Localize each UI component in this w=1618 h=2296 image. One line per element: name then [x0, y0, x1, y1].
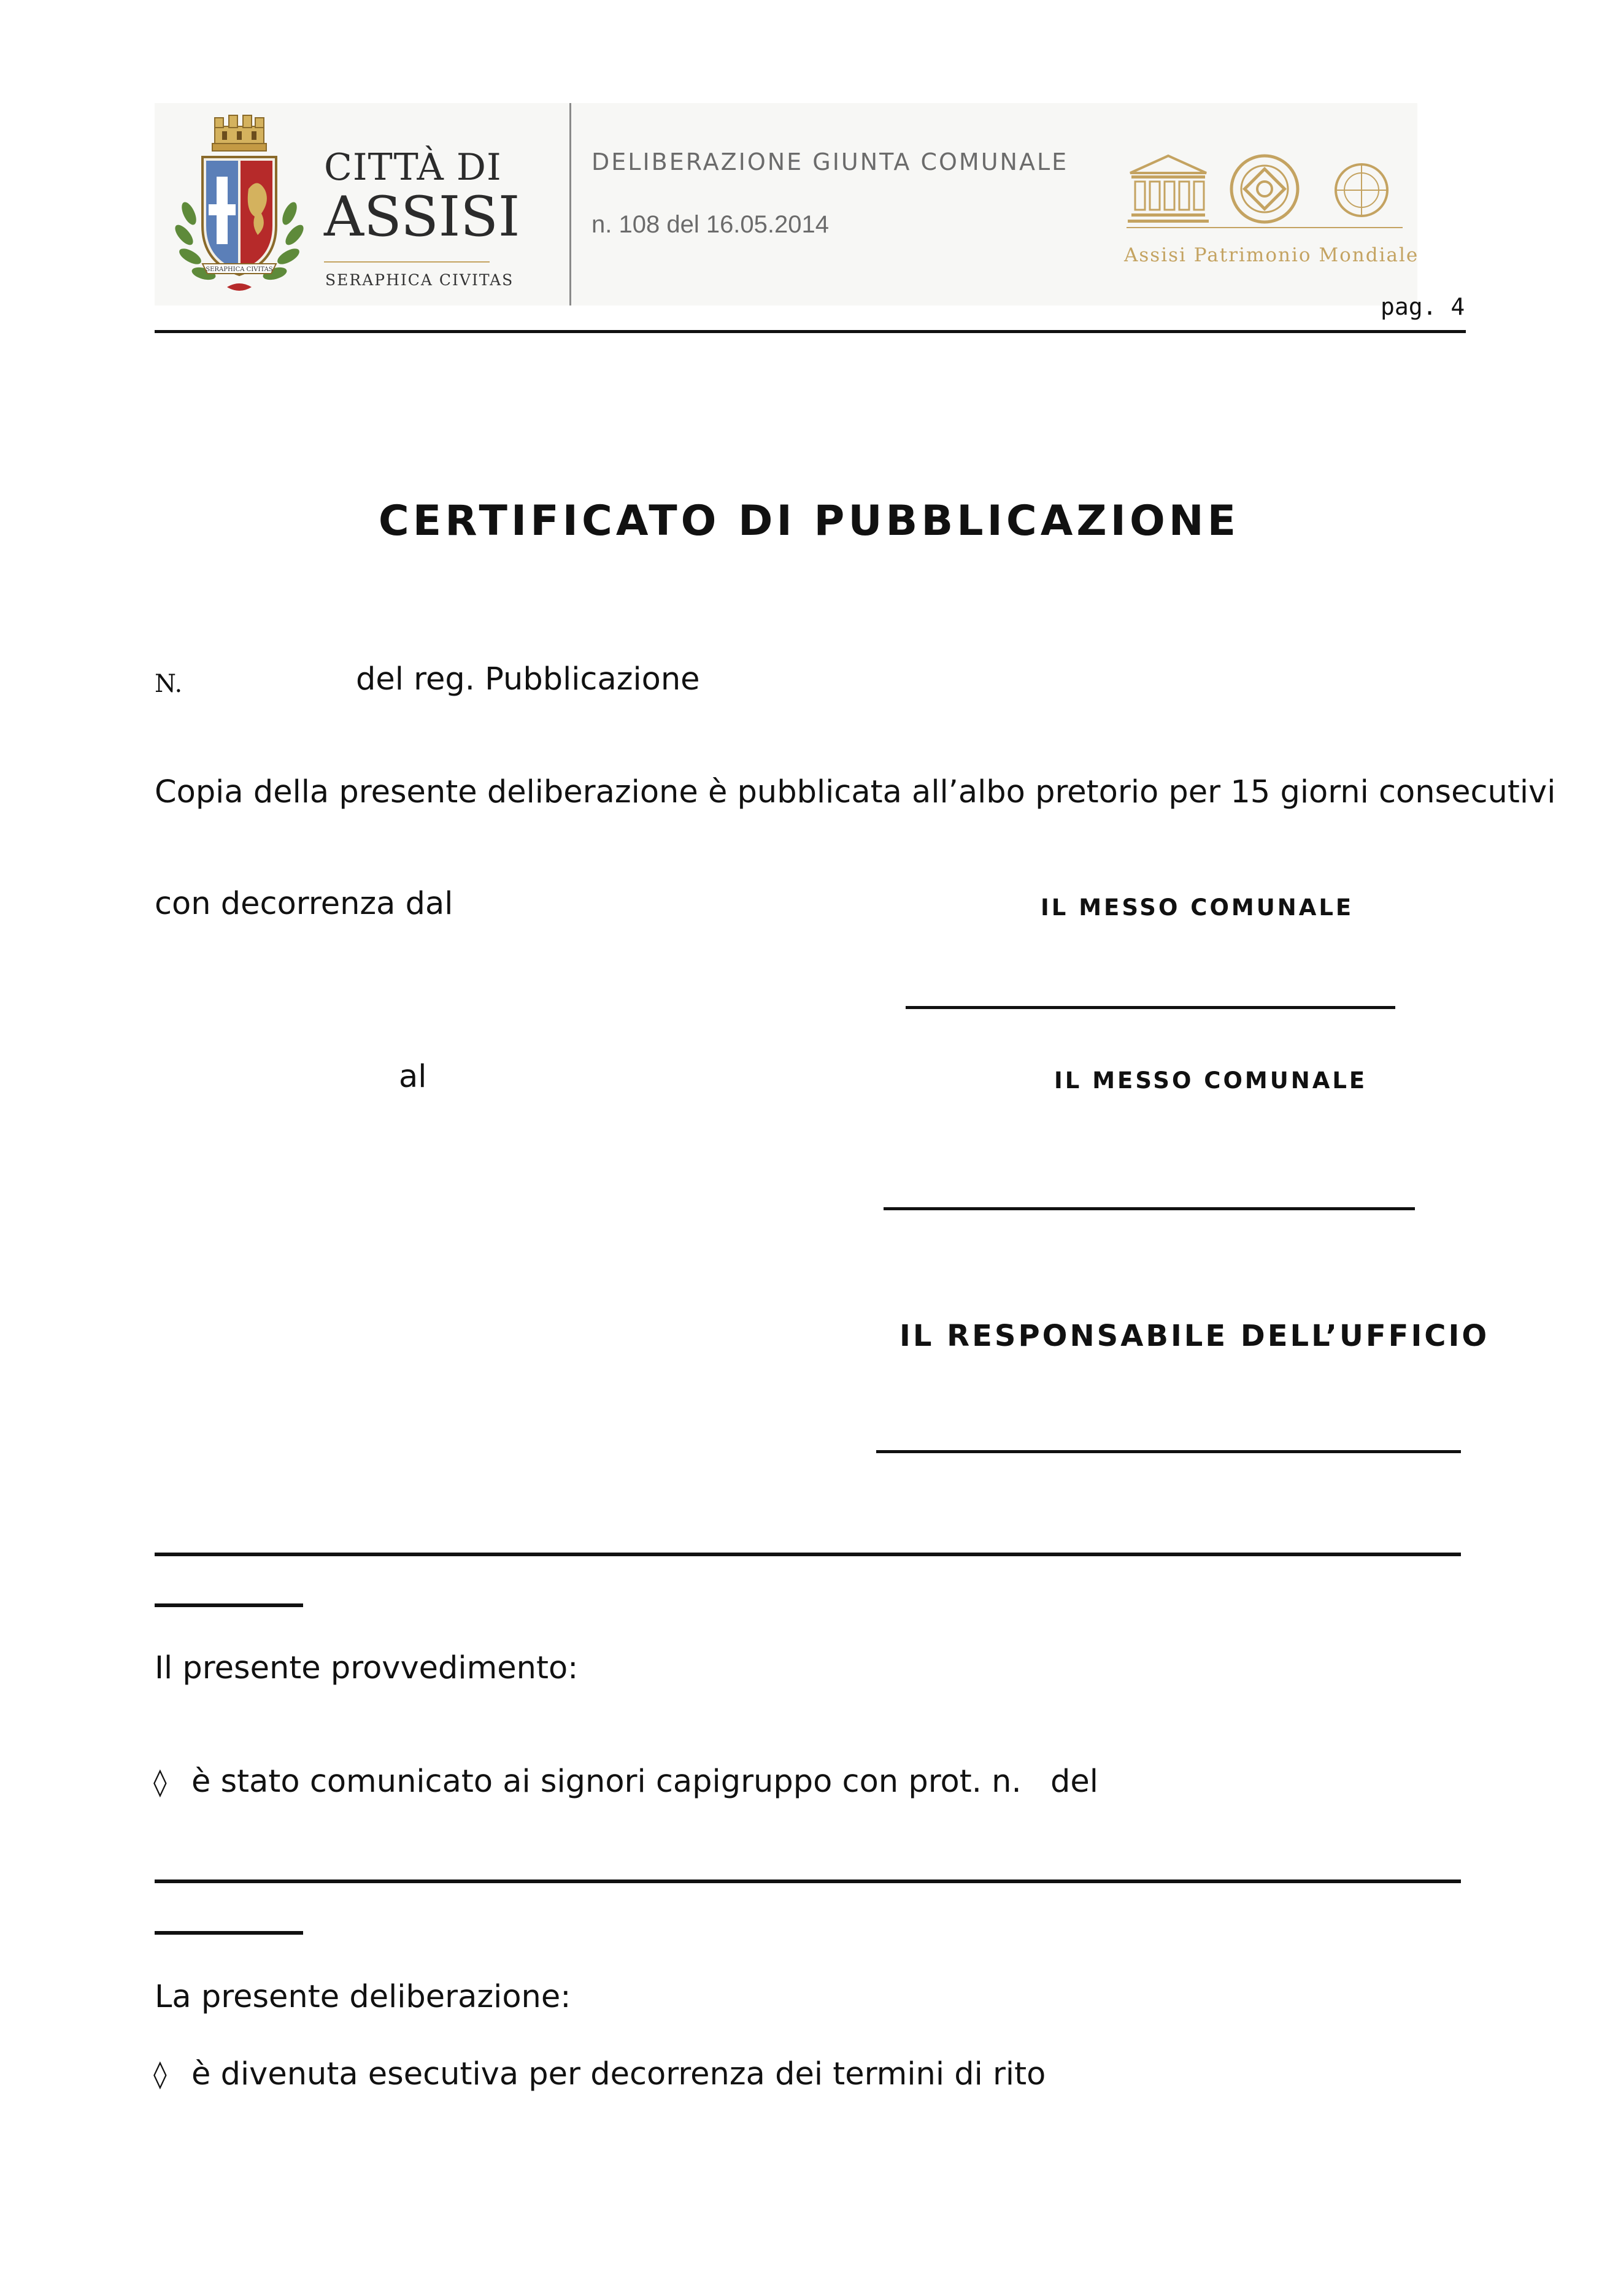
messenger-label-1: IL MESSO COMUNALE — [1041, 894, 1354, 921]
un-depository-emblem-icon — [1336, 164, 1387, 216]
document-title: CERTIFICATO DI PUBBLICAZIONE — [378, 497, 1240, 545]
unesco-caption: Assisi Patrimonio Mondiale — [1124, 244, 1419, 266]
office-manager-label: IL RESPONSABILE DELL’UFFICIO — [900, 1319, 1490, 1353]
unesco-logos — [1127, 152, 1403, 232]
deliberation-type: DELIBERAZIONE GIUNTA COMUNALE — [591, 148, 1069, 175]
messenger-label-2: IL MESSO COMUNALE — [1054, 1067, 1368, 1094]
city-motto: SERAPHICA CIVITAS — [325, 271, 514, 289]
section-rule-2 — [155, 1879, 1461, 1883]
messenger-signature-line-2 — [884, 1207, 1415, 1210]
publication-statement: Copia della presente deliberazione è pubblicata all’albo pretorio per 15 giorni consecutivi — [155, 774, 1556, 810]
city-name-line2: ASSISI — [324, 185, 520, 249]
diamond-bullet-icon: ◊ — [153, 1767, 167, 1798]
provvedimento-heading: Il presente provvedimento: — [155, 1650, 579, 1686]
city-name-line1: CITTÀ DI — [324, 146, 502, 189]
executive-status: è divenuta esecutiva per decorrenza dei termini di rito — [191, 2056, 1046, 2092]
ribbon-icon — [227, 283, 252, 291]
diamond-bullet-icon: ◊ — [153, 2059, 167, 2090]
world-heritage-emblem-icon — [1231, 156, 1298, 222]
assisi-crest-logo — [166, 109, 313, 305]
capigruppo-date-label: del — [1050, 1764, 1098, 1800]
executive-heading: La presente deliberazione: — [155, 1979, 571, 2015]
section-rule-1 — [155, 1553, 1461, 1556]
shield-icon — [202, 157, 276, 275]
svg-text:SERAPHICA CIVITAS: SERAPHICA CIVITAS — [206, 266, 273, 273]
section-rule-2-short — [155, 1931, 303, 1935]
registry-number-prefix: N. — [155, 670, 183, 698]
registry-label: del reg. Pubblicazione — [356, 661, 700, 697]
end-date-label: al — [399, 1059, 427, 1095]
city-name-divider — [324, 261, 490, 263]
messenger-signature-line-1 — [906, 1006, 1395, 1009]
capigruppo-communication: è stato comunicato ai signori capigruppo con prot. n. — [191, 1764, 1022, 1800]
header-rule — [155, 330, 1466, 333]
crown-icon — [212, 115, 266, 151]
unesco-temple-icon — [1128, 156, 1209, 223]
city-name-block — [324, 146, 520, 249]
start-date-label: con decorrenza dal — [155, 886, 453, 922]
deliberation-number: n. 108 del 16.05.2014 — [591, 211, 830, 238]
header-vertical-divider — [569, 103, 571, 305]
section-rule-1-short — [155, 1603, 303, 1607]
office-manager-signature-line — [876, 1450, 1461, 1453]
page-number: pag. 4 — [1381, 293, 1465, 320]
